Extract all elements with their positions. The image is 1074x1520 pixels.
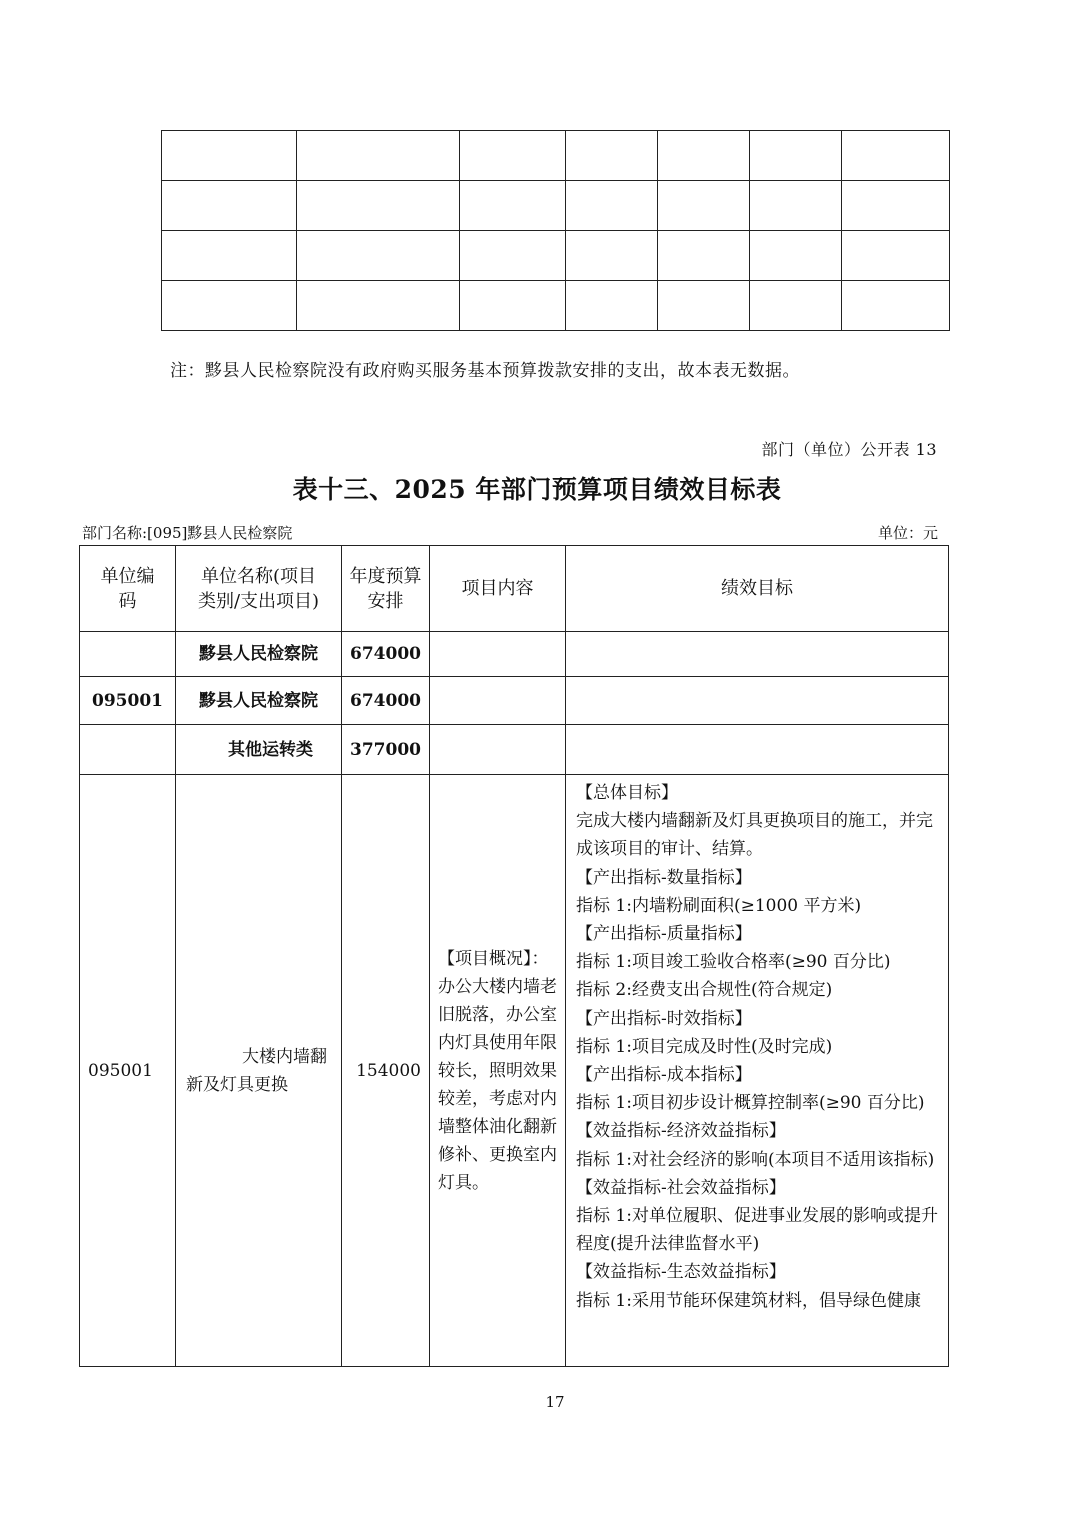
- table-row: [162, 181, 950, 231]
- goal-line: 【效益指标-经济效益指标】: [576, 1121, 786, 1142]
- cell-content: [430, 725, 566, 775]
- goal-line: 完成大楼内墙翻新及灯具更换项目的施工，并完成该项目的审计、结算。: [576, 811, 933, 860]
- unit-label: 单位：元: [877, 524, 938, 542]
- table-code-label: 部门（单位）公开表 13: [761, 440, 937, 459]
- table-row: [162, 131, 950, 181]
- cell-budget: 154000: [342, 775, 430, 1367]
- goal-line: 指标 1:内墙粉刷面积(≥1000 平方米): [576, 895, 862, 916]
- cell-code: 095001: [80, 677, 176, 725]
- goal-line: 【产出指标-时效指标】: [576, 1008, 752, 1029]
- goal-line: 指标 1:对社会经济的影响(本项目不适用该指标): [576, 1149, 935, 1170]
- cell-code: [80, 725, 176, 775]
- goal-line: 【总体目标】: [576, 783, 678, 803]
- cell-goal: [566, 775, 949, 1367]
- cell-content: [430, 677, 566, 725]
- cell-code: 095001: [80, 775, 176, 1367]
- goal-line: 【效益指标-生态效益指标】: [576, 1262, 786, 1283]
- goal-line: 指标 1:采用节能环保建筑材料，倡导绿色健康: [576, 1290, 921, 1311]
- performance-target-table: [79, 545, 949, 1367]
- empty-table: [161, 130, 950, 331]
- table-row: [80, 677, 949, 725]
- goal-line: 【产出指标-成本指标】: [576, 1065, 752, 1086]
- page-title: 表十三、2025 年部门预算项目绩效目标表: [292, 475, 782, 504]
- cell-name: [176, 775, 342, 1367]
- cell-budget: 674000: [342, 677, 430, 725]
- cell-goal: [566, 632, 949, 677]
- cell-goal: [566, 677, 949, 725]
- goal-line: 【效益指标-社会效益指标】: [576, 1177, 786, 1198]
- cell-name: 黟县人民检察院: [176, 632, 342, 677]
- header-name: 单位名称(项目类别/支出项目): [176, 546, 342, 632]
- goal-line: 【产出指标-数量指标】: [576, 867, 752, 888]
- table-row: [80, 725, 949, 775]
- department-name: 部门名称:[095]黟县人民检察院: [82, 524, 293, 542]
- table-row: [162, 281, 950, 331]
- goal-line: 指标 1:对单位履职、促进事业发展的影响或提升程度(提升法律监督水平): [576, 1206, 938, 1255]
- table-row: [162, 231, 950, 281]
- table-header-row: [80, 546, 949, 632]
- cell-name: 其他运转类: [176, 725, 342, 775]
- table-row: [80, 775, 949, 1367]
- header-budget: 年度预算安排: [342, 546, 430, 632]
- cell-budget: 377000: [342, 725, 430, 775]
- table-row: [80, 632, 949, 677]
- cell-budget: 674000: [342, 632, 430, 677]
- goal-line: 指标 1:项目竣工验收合格率(≥90 百分比): [576, 952, 891, 973]
- goal-line: 指标 1:项目初步设计概算控制率(≥90 百分比): [576, 1093, 925, 1114]
- header-goal: 绩效目标: [566, 546, 949, 632]
- cell-goal: [566, 725, 949, 775]
- header-code: 单位编码: [80, 546, 176, 632]
- table-note: 注：黟县人民检察院没有政府购买服务基本预算拨款安排的支出，故本表无数据。: [170, 361, 800, 381]
- cell-content: 【项目概况】：办公大楼内墙老旧脱落，办公室内灯具使用年限较长，照明效果较差，考虑对内墙整体油化翻新修补、更换室内灯具。: [430, 775, 566, 1367]
- header-content: 项目内容: [430, 546, 566, 632]
- goal-line: 指标 1:项目完成及时性(及时完成): [576, 1036, 833, 1057]
- cell-content: [430, 632, 566, 677]
- goal-line: 【产出指标-质量指标】: [576, 924, 752, 945]
- page-number: 17: [545, 1393, 565, 1411]
- goal-line: 指标 2:经费支出合规性(符合规定): [576, 980, 833, 1001]
- cell-name: 黟县人民检察院: [176, 677, 342, 725]
- cell-code: [80, 632, 176, 677]
- project-name: 大楼内墙翻新及灯具更换: [186, 1046, 327, 1095]
